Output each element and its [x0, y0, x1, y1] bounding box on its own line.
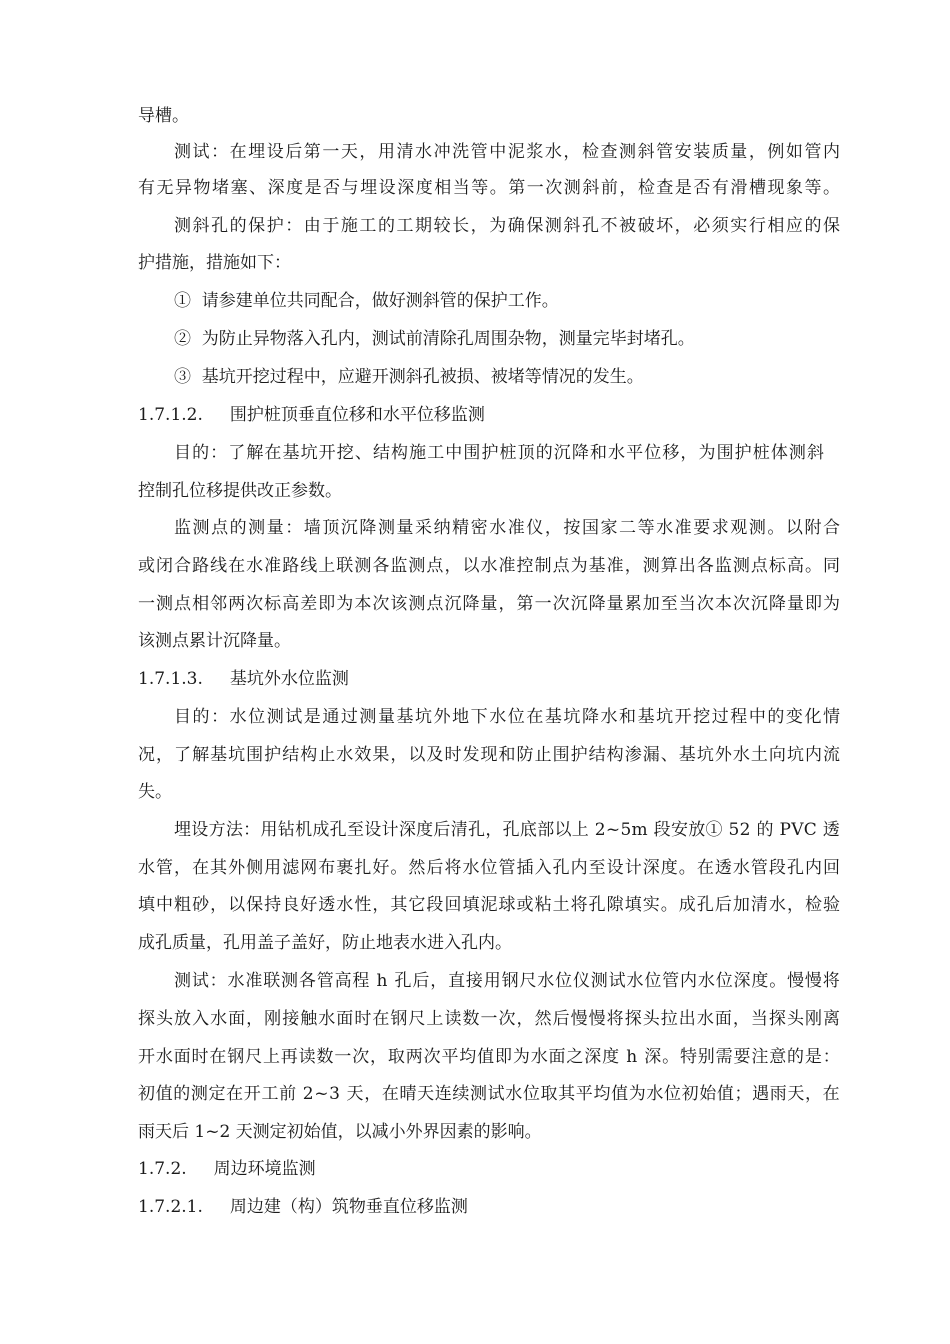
text-line: 失。 — [138, 782, 172, 802]
text-line: 护措施，措施如下： — [138, 253, 291, 273]
text-line: 1.7.1.3. 基坑外水位监测 — [138, 669, 349, 689]
text-line: 探头放入水面，刚接触水面时在钢尺上读数一次，然后慢慢将探头拉出水面，当探头刚离 — [138, 1009, 842, 1029]
text-line: 目的：了解在基坑开挖、结构施工中围护桩顶的沉降和水平位移，为围护桩体测斜 — [174, 443, 826, 463]
text-line: 一测点相邻两次标高差即为本次该测点沉降量，第一次沉降量累加至当次本次沉降量即为 — [138, 594, 842, 614]
text-line: 1.7.2. 周边环境监测 — [138, 1159, 316, 1179]
text-line: 水管，在其外侧用滤网布裹扎好。然后将水位管插入孔内至设计深度。在透水管段孔内回 — [138, 858, 842, 878]
text-line: 初值的测定在开工前 2~3 天，在晴天连续测试水位取其平均值为水位初始值；遇雨天，在 — [138, 1084, 841, 1104]
text-line: 雨天后 1~2 天测定初始值，以减小外界因素的影响。 — [138, 1122, 542, 1142]
text-line: 况，了解基坑围护结构止水效果，以及时发现和防止围护结构渗漏、基坑外水土向坑内流 — [138, 745, 842, 765]
text-line: 测试：水准联测各管高程 h 孔后，直接用钢尺水位仪测试水位管内水位深度。慢慢将 — [174, 971, 841, 991]
text-line: 有无异物堵塞、深度是否与埋设深度相当等。第一次测斜前，检查是否有滑槽现象等。 — [138, 178, 842, 198]
text-line: 成孔质量，孔用盖子盖好，防止地表水进入孔内。 — [138, 933, 512, 953]
text-line: 埋设方法：用钻机成孔至设计深度后清孔，孔底部以上 2~5m 段安放① 52 的 PVC 透 — [174, 820, 841, 840]
text-line: 或闭合路线在水准路线上联测各监测点，以水准控制点为基准，测算出各监测点标高。同 — [138, 556, 842, 576]
text-line: 1.7.2.1. 周边建（构）筑物垂直位移监测 — [138, 1197, 468, 1217]
text-line: 开水面时在钢尺上再读数一次，取两次平均值即为水面之深度 h 深。特别需要注意的是： — [138, 1047, 841, 1067]
text-line: 测试：在埋设后第一天，用清水冲洗管中泥浆水，检查测斜管安装质量，例如管内 — [174, 142, 842, 162]
text-line: 监测点的测量：墙顶沉降测量采纳精密水准仪，按国家二等水准要求观测。以附合 — [174, 518, 842, 538]
text-line: 测斜孔的保护：由于施工的工期较长，为确保测斜孔不被破坏，必须实行相应的保 — [174, 216, 842, 236]
text-line: 填中粗砂，以保持良好透水性，其它段回填泥球或粘土将孔隙填实。成孔后加清水，检验 — [138, 895, 842, 915]
text-line: 目的：水位测试是通过测量基坑外地下水位在基坑降水和基坑开挖过程中的变化情 — [174, 707, 842, 727]
text-line: ③ 基坑开挖过程中，应避开测斜孔被损、被堵等情况的发生。 — [174, 367, 644, 387]
text-line: 导槽。 — [138, 106, 189, 126]
text-line: 1.7.1.2. 围护桩顶垂直位移和水平位移监测 — [138, 405, 485, 425]
text-line: ① 请参建单位共同配合，做好测斜管的保护工作。 — [174, 291, 559, 311]
text-line: 该测点累计沉降量。 — [138, 631, 291, 651]
text-line: ② 为防止异物落入孔内，测试前清除孔周围杂物，测量完毕封堵孔。 — [174, 329, 695, 349]
text-line: 控制孔位移提供改正参数。 — [138, 481, 342, 501]
